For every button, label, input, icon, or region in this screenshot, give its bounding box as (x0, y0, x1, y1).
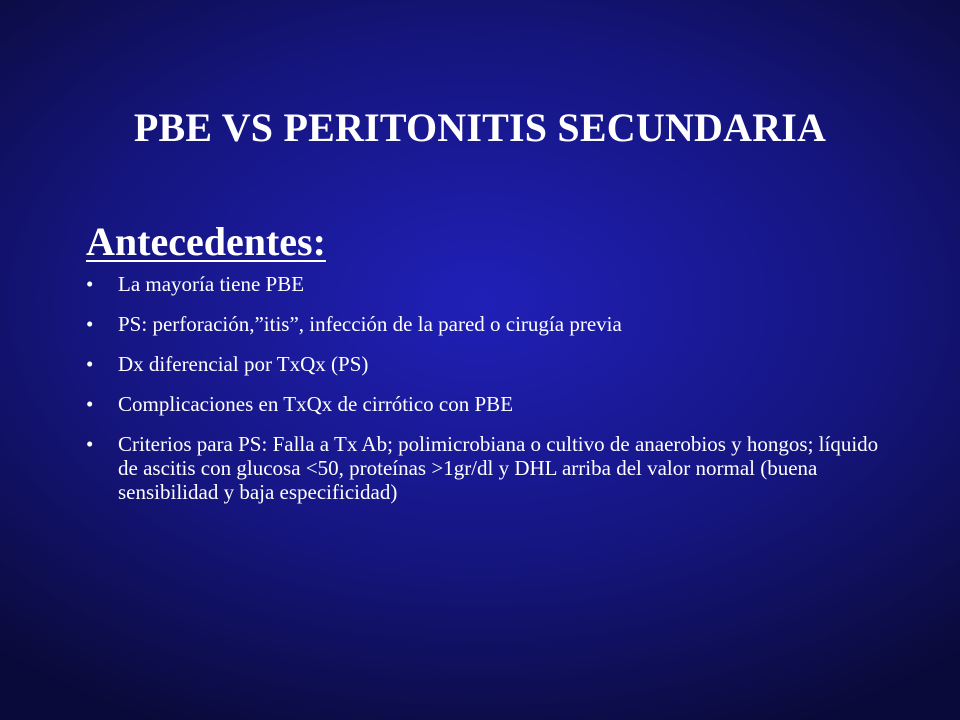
bullet-item (86, 352, 886, 376)
bullet-icon: • (86, 392, 94, 416)
section-heading: Antecedentes: (86, 219, 326, 264)
bullet-icon: • (86, 352, 94, 376)
bullet-text: La mayoría tiene PBE (118, 272, 305, 296)
bullet-item (86, 392, 886, 416)
bullet-item (86, 272, 886, 296)
bullet-icon: • (86, 312, 94, 336)
bullet-item (86, 312, 886, 336)
bullet-icon: • (86, 432, 94, 456)
bullet-list (86, 272, 886, 520)
bullet-text: Complicaciones en TxQx de cirrótico con PBE (118, 392, 514, 416)
slide-title: PBE VS PERITONITIS SECUNDARIA (133, 105, 827, 150)
bullet-icon: • (86, 272, 94, 296)
bullet-text: Dx diferencial por TxQx (PS) (118, 352, 369, 376)
bullet-text: PS: perforación,”itis”, infección de la pared o cirugía previa (118, 312, 622, 336)
bullet-item (86, 432, 886, 504)
bullet-text: Criterios para PS: Falla a Tx Ab; polimicrobiana o cultivo de anaerobios y hongos; líquido de ascitis con glucosa <50, proteínas >1gr/dl y DHL arriba del valor normal (buena sensibilidad y baja especificidad) (118, 432, 879, 504)
